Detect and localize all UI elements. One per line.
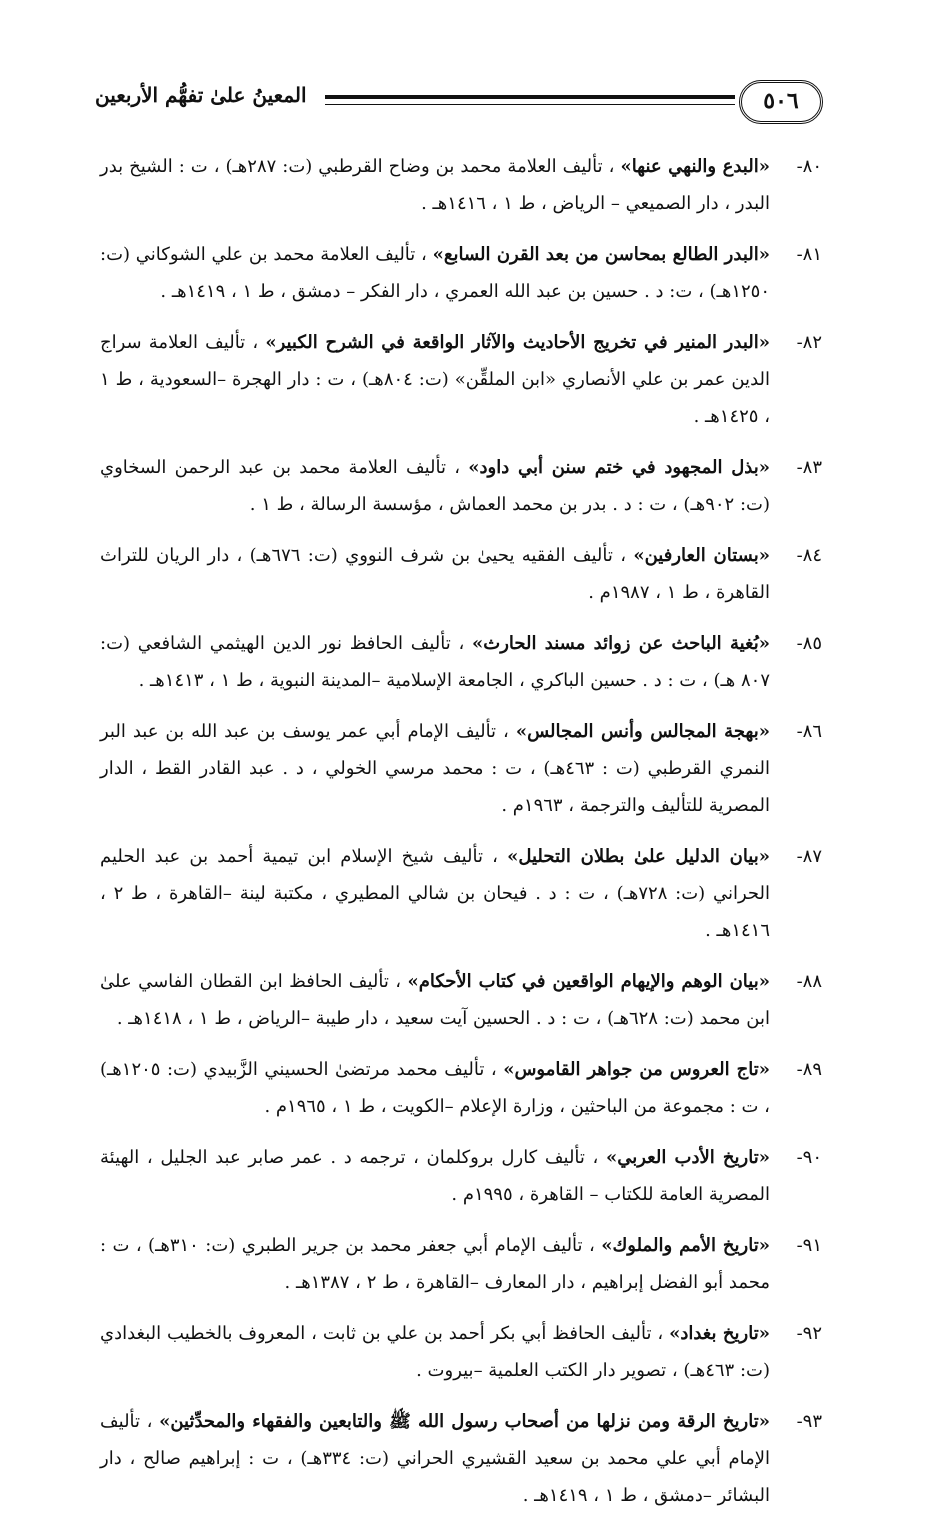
bibliography-entry	[100, 1315, 822, 1389]
entry-details: ، تأليف العلامة سراج الدين عمر بن علي الأنصاري «ابن الملقِّن» (ت: ٨٠٤هـ) ، ت : دار الهجرة –السعودية ، ط ١ ، ١٤٢٥هـ .	[100, 332, 771, 427]
entry-number: ٩١-	[796, 1235, 822, 1256]
entry-title: «بيان الوهم والإيهام الواقعين في كتاب الأحكام»	[407, 971, 770, 992]
entry-title: «بيان الدليل علىٰ بطلان التحليل»	[507, 846, 770, 867]
entry-title: «البدر المنير في تخريج الأحاديث والآثار الواقعة في الشرح الكبير»	[265, 332, 770, 353]
entry-title: «بستان العارفين»	[633, 545, 770, 566]
page-header	[95, 68, 835, 128]
entry-details: ، تأليف الإمام أبي عمر يوسف بن عبد الله بن عبد البر النمري القرطبي (ت : ٤٦٣هـ) ، ت : محمد مرسي الخولي ، د . عبد القادر القط ، الدار المصرية للتأليف والترجمة ، ١٩٦٣م .	[100, 721, 770, 816]
bibliography-entry	[100, 838, 822, 949]
bibliography-list	[100, 148, 822, 1528]
entry-number: ٩٣-	[796, 1411, 822, 1432]
entry-details: ، تأليف الإمام أبي علي محمد بن سعيد القشيري الحراني (ت: ٣٣٤هـ) ، ت : إبراهيم صالح ، دار البشائر –دمشق ، ط ١ ، ١٤١٩هـ .	[100, 1411, 770, 1506]
entry-title: «بُغية الباحث عن زوائد مسند الحارث»	[472, 633, 770, 654]
entry-text	[100, 236, 770, 310]
entry-number: ٨٠-	[796, 156, 822, 177]
bibliography-entry	[100, 1403, 822, 1514]
entry-number: ٩٠-	[796, 1147, 822, 1168]
entry-text	[100, 537, 770, 611]
entry-number: ٨٧-	[796, 846, 822, 867]
entry-title: «تاريخ الأدب العربي»	[605, 1147, 770, 1168]
header-rule	[325, 95, 735, 105]
bibliography-entry	[100, 963, 822, 1037]
entry-text	[100, 148, 770, 222]
entry-title: «البدر الطالع بمحاسن من بعد القرن السابع»	[432, 244, 770, 265]
entry-title: «تاج العروس من جواهر القاموس»	[503, 1059, 770, 1080]
entry-details: ، تأليف العلامة محمد بن عبد الرحمن السخاوي (ت: ٩٠٢هـ) ، ت : د . بدر بن محمد العماش ، مؤسسة الرسالة ، ط ١ .	[100, 457, 770, 515]
bibliography-entry	[100, 1051, 822, 1125]
entry-details: ، تأليف العلامة محمد بن وضاح القرطبي (ت: ٢٨٧هـ) ، ت : الشيخ بدر البدر ، دار الصميعي – الرياض ، ط ١ ، ١٤١٦هـ .	[100, 156, 770, 214]
entry-details: ، تأليف الإمام أبي جعفر محمد بن جرير الطبري (ت: ٣١٠هـ) ، ت : محمد أبو الفضل إبراهيم ، دار المعارف –القاهرة ، ط ٢ ، ١٣٨٧هـ .	[100, 1235, 770, 1293]
bibliography-entry	[100, 324, 822, 435]
entry-number: ٨٢-	[796, 332, 822, 353]
bibliography-entry	[100, 537, 822, 611]
page-number: ٥٠٦	[739, 80, 823, 124]
entry-title: «تاريخ الرقة ومن نزلها من أصحاب رسول الله ﷺ والتابعين والفقهاء والمحدِّثين»	[159, 1411, 770, 1432]
entry-number: ٨٣-	[796, 457, 822, 478]
entry-text	[100, 1051, 770, 1125]
entry-title: «البدع والنهي عنها»	[620, 156, 770, 177]
entry-details: ، تأليف شيخ الإسلام ابن تيمية أحمد بن عبد الحليم الحراني (ت: ٧٢٨هـ) ، ت : د . فيحان بن شالي المطيري ، مكتبة لينة –القاهرة ، ط ٢ ، ١٤١٦هـ .	[100, 846, 771, 941]
entry-title: «تاريخ بغداد»	[669, 1323, 770, 1344]
entry-number: ٨٨-	[796, 971, 822, 992]
entry-title: «بهجة المجالس وأنس المجالس»	[515, 721, 770, 742]
bibliography-entry	[100, 148, 822, 222]
bibliography-entry	[100, 449, 822, 523]
entry-number: ٩٢-	[796, 1323, 822, 1344]
entry-text	[100, 1139, 770, 1213]
entry-details: ، تأليف الحافظ ابن القطان الفاسي علىٰ ابن محمد (ت: ٦٢٨هـ) ، ت : د . الحسين آيت سعيد ، دار طيبة –الرياض ، ط ١ ، ١٤١٨هـ .	[100, 971, 770, 1029]
bibliography-entry	[100, 625, 822, 699]
entry-details: ، تأليف الفقيه يحيىٰ بن شرف النووي (ت: ٦٧٦هـ) ، دار الريان للتراث القاهرة ، ط ١ ، ١٩٨٧م .	[100, 545, 770, 603]
entry-number: ٨٥-	[796, 633, 822, 654]
entry-text	[100, 1403, 770, 1514]
entry-text	[100, 625, 770, 699]
book-title: المعينُ علىٰ تفهُّم الأربعين	[95, 83, 307, 107]
entry-number: ٨١-	[796, 244, 822, 265]
entry-title: «تاريخ الأمم والملوك»	[601, 1235, 770, 1256]
entry-details: ، تأليف محمد مرتضىٰ الحسيني الزَّبيدي (ت: ١٢٠٥هـ) ، ت : مجموعة من الباحثين ، وزارة الإعلام –الكويت ، ط ١ ، ١٩٦٥م .	[100, 1059, 770, 1117]
entry-text	[100, 838, 770, 949]
entry-details: ، تأليف العلامة محمد بن علي الشوكاني (ت: ١٢٥٠هـ) ، ت: د . حسين بن عبد الله العمري ، دار الفكر – دمشق ، ط ١ ، ١٤١٩هـ .	[100, 244, 770, 302]
bibliography-entry	[100, 236, 822, 310]
entry-number: ٨٤-	[796, 545, 822, 566]
entry-title: «بذل المجهود في ختم سنن أبي داود»	[468, 457, 771, 478]
bibliography-entry	[100, 713, 822, 824]
entry-text	[100, 963, 770, 1037]
entry-number: ٨٦-	[796, 721, 822, 742]
entry-text	[100, 1315, 770, 1389]
entry-text	[100, 1227, 770, 1301]
entry-details: ، تأليف كارل بروكلمان ، ترجمه د . عمر صابر عبد الجليل ، الهيئة المصرية العامة للكتاب – القاهرة ، ١٩٩٥م .	[100, 1147, 770, 1205]
entry-text	[100, 713, 770, 824]
bibliography-entry	[100, 1227, 822, 1301]
entry-details: ، تأليف الحافظ نور الدين الهيثمي الشافعي (ت: ٨٠٧ هـ) ، ت : د . حسين الباكري ، الجامعة الإسلامية –المدينة النبوية ، ط ١ ، ١٤١٣هـ .	[100, 633, 770, 691]
entry-text	[100, 449, 770, 523]
entry-text	[100, 324, 770, 435]
entry-details: ، تأليف الحافظ أبي بكر أحمد بن علي بن ثابت ، المعروف بالخطيب البغدادي (ت: ٤٦٣هـ) ، تصوير دار الكتب العلمية –بيروت .	[100, 1323, 770, 1381]
bibliography-entry	[100, 1139, 822, 1213]
entry-number: ٨٩-	[796, 1059, 822, 1080]
